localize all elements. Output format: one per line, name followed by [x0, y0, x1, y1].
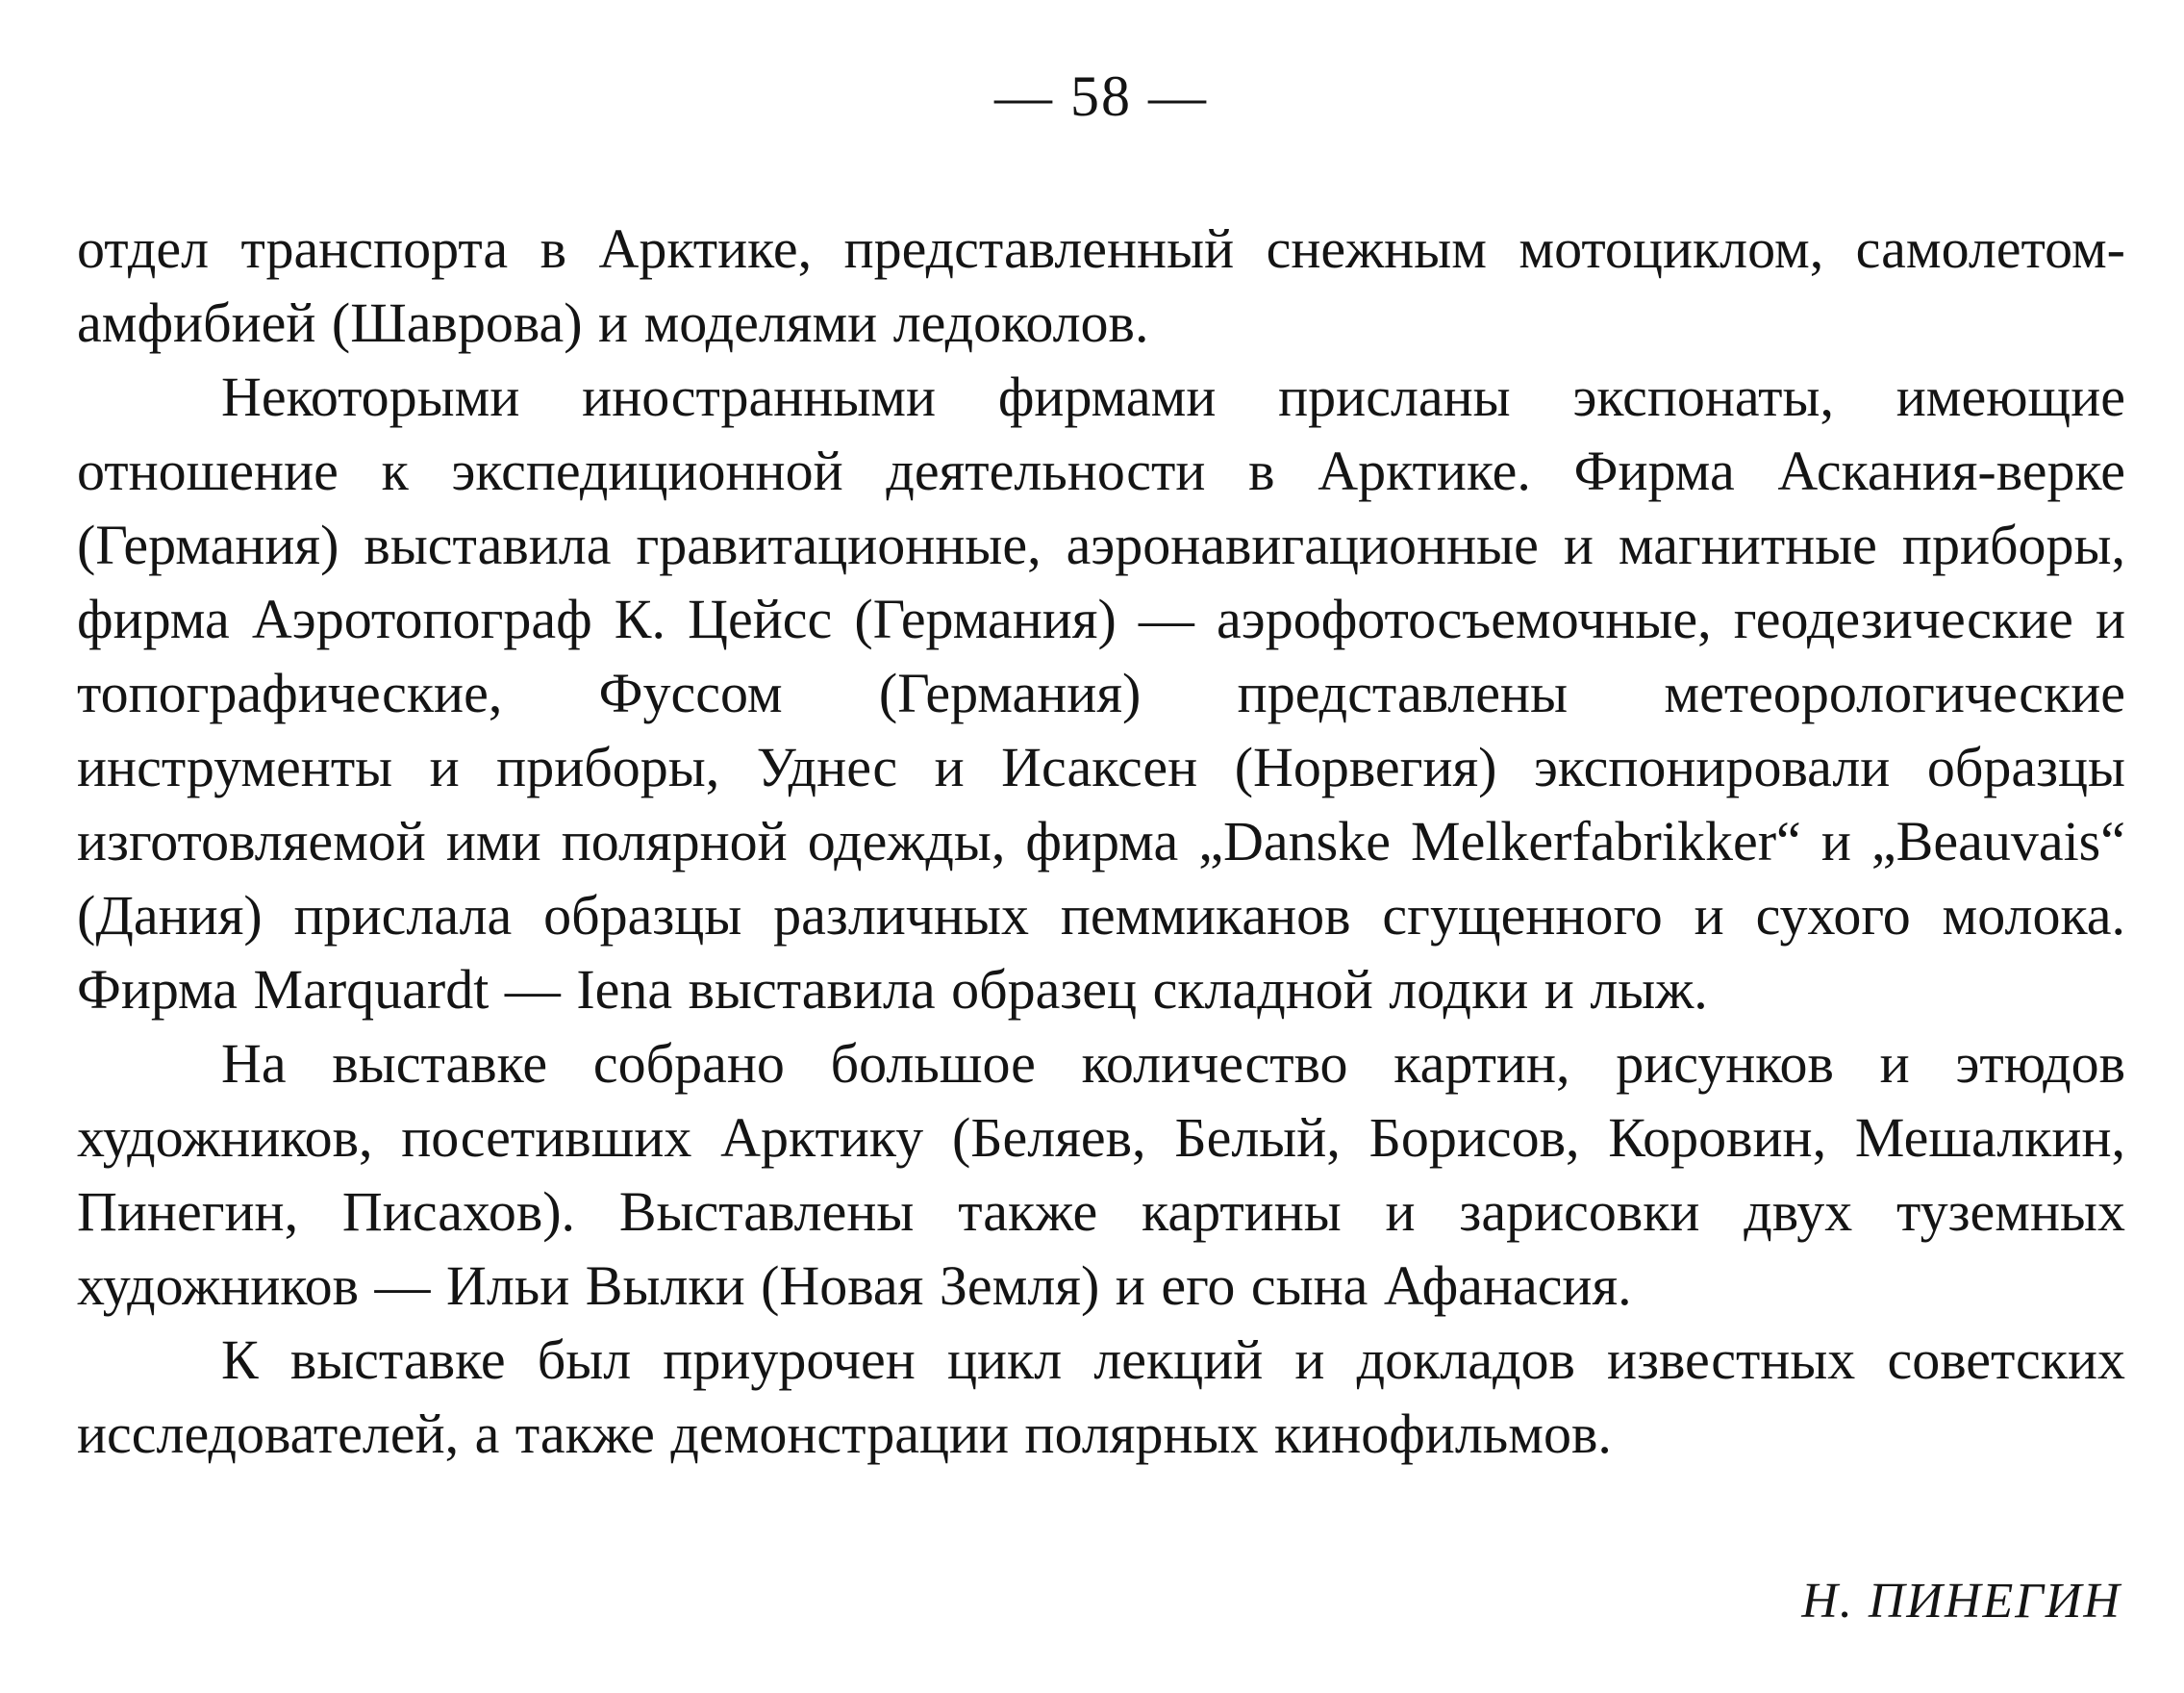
- book-page: [77, 48, 2125, 1664]
- paragraph-foreign-firms: Некоторыми иностранными фирмами присланы экспонаты, имеющие отношение к экспедиционной деятельности в Арктике. Фирма Аскания-верке (Германия) выставила гравитационные, аэронавигационные и магнитные приборы, фирма Аэротопограф К. Цейсс (Германия) — аэрофотосъемочные, геодезические и топографические, Фуссом (Германия) представлены метеорологические инструменты и приборы, Уднес и Исаксен (Норвегия) экспонировали образцы изготовляемой ими полярной одежды, фирма „Danske Melkerfabrikker“ и „Beauvais“ (Дания) прислала образцы различных пеммиканов сгущенного и сухого молока. Фирма Marquardt — Iena выставила образец складной лодки и лыж.: [77, 366, 2125, 1021]
- paragraph-lectures: К выставке был приурочен цикл лекций и докладов известных советских исследователей, а также демонстрации полярных кинофильмов.: [77, 1328, 2125, 1465]
- article-body: [77, 212, 2125, 1471]
- paragraph-artists: На выставке собрано большое количество картин, рисунков и этюдов художников, посетивших Арктику (Беляев, Белый, Борисов, Коровин, Мешалкин, Пинегин, Писахов). Выставлены также картины и зарисовки двух туземных художников — Ильи Вылки (Новая Земля) и его сына Афанасия.: [77, 1032, 2125, 1317]
- page-number: — 58 —: [994, 64, 1208, 128]
- paragraph-transport: отдел транспорта в Арктике, представленный снежным мотоциклом, самолетом-амфибией (Шаврова) и моделями ледоколов.: [77, 217, 2125, 354]
- author-signature: Н. ПИНЕГИН: [1801, 1574, 2121, 1629]
